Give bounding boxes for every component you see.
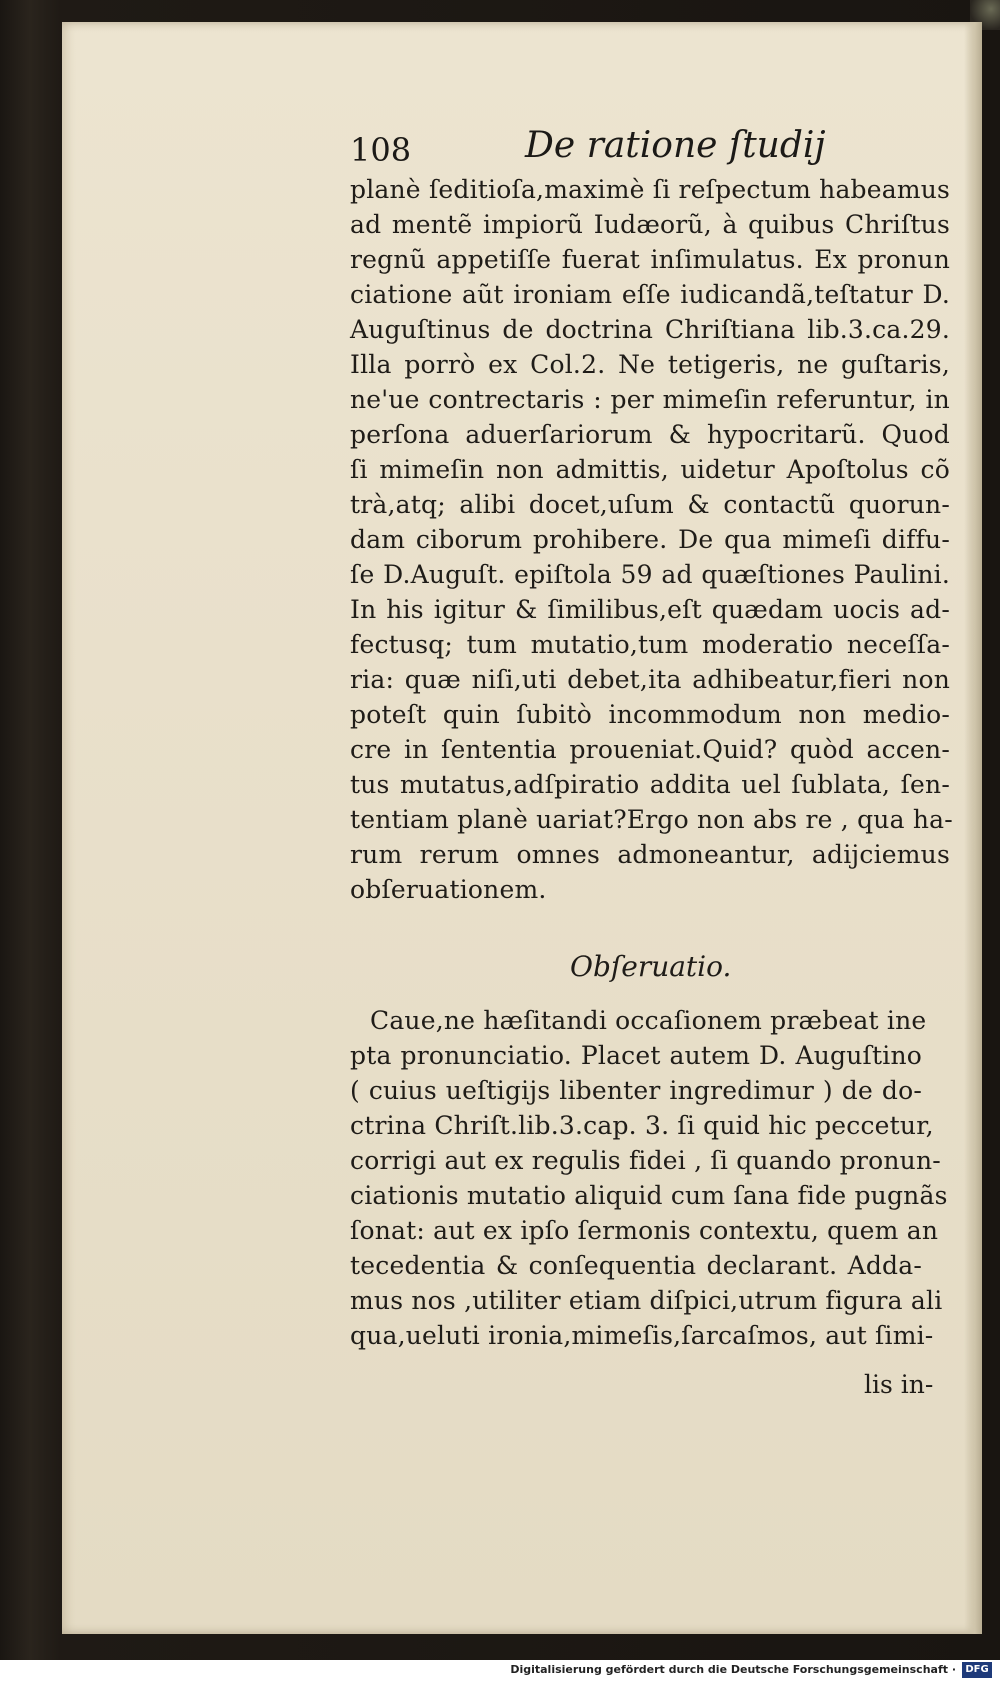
text-line: planè ſeditioſa,maximè ſi reſpectum habeamus bbox=[350, 175, 951, 204]
text-line: rum rerum omnes admoneantur, adijciemus bbox=[350, 840, 950, 869]
text-line: ad mentẽ impiorũ Iudæorũ, à quibus Chriſtus bbox=[350, 210, 950, 239]
dfg-logo: DFG bbox=[962, 1662, 992, 1678]
text-line: ria: quæ niſi,uti debet,ita adhibeatur,fieri non bbox=[350, 665, 950, 694]
text-line: poteſt quin ſubitò incommodum non medio- bbox=[350, 700, 950, 729]
text-line: mus nos ,utiliter etiam diſpici,utrum figura ali bbox=[350, 1286, 943, 1315]
funding-credit: Digitalisierung gefördert durch die Deutsche Forschungsgemeinschaft · bbox=[510, 1663, 956, 1676]
text-line: ciationis mutatio aliquid cum ſana fide pugnãs bbox=[350, 1181, 948, 1210]
text-line: ne'ue contrectaris : per mimeſin referuntur, in bbox=[350, 385, 950, 414]
text-line: tus mutatus,adſpiratio addita uel ſublata, ſen- bbox=[350, 770, 950, 799]
text-line: pta pronunciatio. Placet autem D. Auguſtino bbox=[350, 1041, 922, 1070]
catchword: lis in- bbox=[864, 1370, 934, 1399]
text-line: corrigi aut ex regulis fidei , ſi quando pronun- bbox=[350, 1146, 941, 1175]
text-line: Caue,ne hæſitandi occaſionem præbeat ine bbox=[370, 1006, 927, 1035]
digitization-footer bbox=[0, 1660, 1000, 1684]
text-line: regnũ appetiſſe fuerat inſimulatus. Ex pronun bbox=[350, 245, 950, 274]
text-line: tecedentia & conſequentia declarant. Adda- bbox=[350, 1251, 922, 1280]
text-line: ſonat: aut ex ipſo ſermonis contextu, quem an bbox=[350, 1216, 939, 1245]
page-number: 108 bbox=[350, 131, 412, 169]
text-line: perſona aduerſariorum & hypocritarũ. Quod bbox=[350, 420, 950, 449]
text-line: ſe D.Auguſt. epiſtola 59 ad quæſtiones Paulini. bbox=[350, 560, 950, 589]
text-line: tentiam planè uariat?Ergo non abs re , qua ha- bbox=[350, 805, 953, 834]
text-line: qua,ueluti ironia,mimeſis,ſarcaſmos, aut ſimi- bbox=[350, 1321, 934, 1350]
text-line: trà,atq; alibi docet,uſum & contactũ quorun- bbox=[350, 490, 950, 519]
text-line: fectusq; tum mutatio,tum moderatio neceſſa- bbox=[350, 630, 950, 659]
text-line: Illa porrò ex Col.2. Ne tetigeris, ne guſtaris, bbox=[350, 350, 950, 379]
text-line: ctrina Chriſt.lib.3.cap. 3. ſi quid hic peccetur, bbox=[350, 1111, 934, 1140]
text-line: cre in ſententia proueniat.Quid? quòd accen- bbox=[350, 735, 950, 764]
text-line: Auguſtinus de doctrina Chriſtiana lib.3.ca.29. bbox=[350, 315, 950, 344]
text-line: In his igitur & ſimilibus,eſt quædam uocis ad- bbox=[350, 595, 950, 624]
running-title: De ratione ſtudij bbox=[525, 125, 826, 166]
body-text bbox=[350, 172, 953, 907]
text-line: obſeruationem. bbox=[350, 875, 547, 904]
text-line: dam ciborum prohibere. De qua mimeſi diffu- bbox=[350, 525, 950, 554]
text-line: ſi mimeſin non admittis, uidetur Apoſtolus cõ bbox=[350, 455, 950, 484]
page-edge-shadow bbox=[964, 22, 982, 1634]
observation-text bbox=[350, 1003, 948, 1353]
text-line: ( cuius ueſtigijs libenter ingredimur ) de do- bbox=[350, 1076, 922, 1105]
text-line: ciatione aũt ironiam eſſe iudicandã,teſtatur D. bbox=[350, 280, 950, 309]
section-heading: Obſeruatio. bbox=[570, 950, 732, 983]
